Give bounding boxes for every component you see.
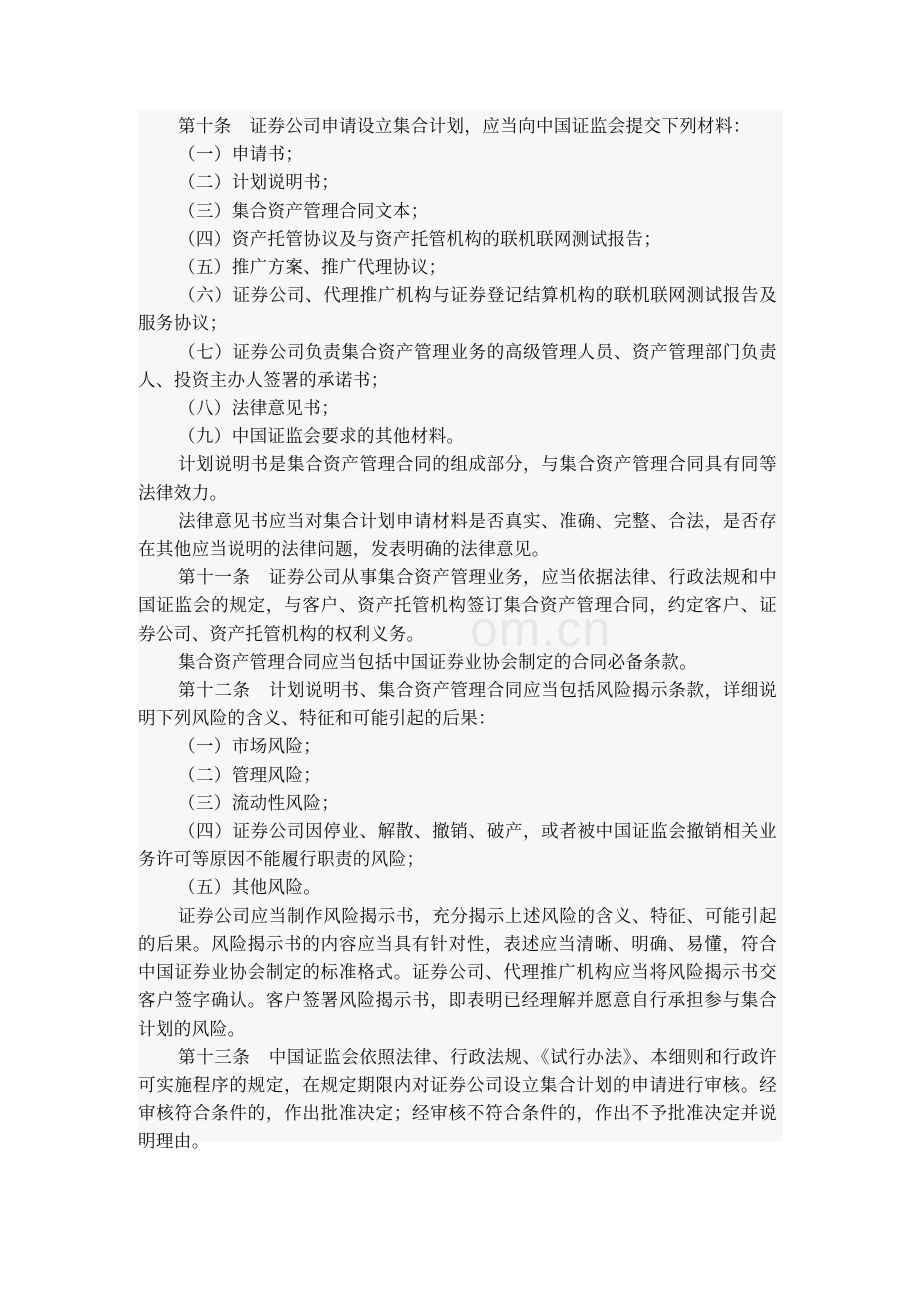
list-item: （七）证券公司负责集合资产管理业务的高级管理人员、资产管理部门负责人、投资主办人签署的承诺书； (138, 342, 777, 391)
article-13-heading: 第十三条 中国证监会依照法律、行政法规、《试行办法》、本细则和行政许可实施程序的规定，在规定期限内对证券公司设立集合计划的申请进行审核。经审核符合条件的，作出批准决定；经审核不符合条件的，作出不予批准决定并说明理由。 (138, 1047, 777, 1153)
paragraph: 法律意见书应当对集合计划申请材料是否真实、准确、完整、合法，是否存在其他应当说明的法律问题，发表明确的法律意见。 (138, 511, 777, 561)
document-page (138, 110, 783, 1153)
article-12-heading: 第十二条 计划说明书、集合资产管理合同应当包括风险揭示条款，详细说明下列风险的含义、特征和可能引起的后果： (138, 681, 777, 730)
article-10-heading: 第十条 证券公司申请设立集合计划，应当向中国证监会提交下列材料： (178, 117, 751, 137)
list-item: （三）集合资产管理合同文本； (178, 201, 429, 222)
list-item: （一）申请书； (178, 145, 304, 166)
list-item: （四）证券公司因停业、解散、撤销、破产，或者被中国证监会撤销相关业务许可等原因不能履行职责的风险； (138, 822, 777, 871)
watermark: om.cn (470, 601, 612, 657)
list-item: （四）资产托管协议及与资产托管机构的联机联网测试报告； (178, 229, 662, 250)
document-body (138, 113, 783, 1157)
list-item: （五）其他风险。 (178, 878, 322, 899)
list-item: （二）管理风险； (178, 765, 322, 786)
list-item: （六）证券公司、代理推广机构与证券登记结算机构的联机联网测试报告及服务协议； (138, 286, 777, 335)
paragraph: 计划说明书是集合资产管理合同的组成部分，与集合资产管理合同具有同等法律效力。 (138, 455, 777, 504)
list-item: （九）中国证监会要求的其他材料。 (178, 427, 465, 448)
list-item: （一）市场风险； (178, 737, 322, 758)
list-item: （五）推广方案、推广代理协议； (178, 258, 447, 279)
list-item: （八）法律意见书； (178, 399, 340, 420)
list-item: （二）计划说明书； (178, 173, 340, 194)
paragraph: 证券公司应当制作风险揭示书，充分揭示上述风险的含义、特征、可能引起的后果。风险揭示书的内容应当具有针对性，表述应当清晰、明确、易懂，符合中国证券业协会制定的标准格式。证券公司、代理推广机构应当将风险揭示书交客户签字确认。客户签署风险揭示书，即表明已经理解并愿意自行承担参与集合计划的风险。 (138, 906, 777, 1040)
list-item: （三）流动性风险； (178, 793, 340, 814)
article-11-heading: 第十一条 证券公司从事集合资产管理业务，应当依据法律、行政法规和中国证监会的规定，与客户、资产托管机构签订集合资产管理合同，约定客户、证券公司、资产托管机构的权利义务。 (138, 568, 777, 645)
paragraph: 集合资产管理合同应当包括中国证券业协会制定的合同必备条款。 (178, 652, 698, 673)
